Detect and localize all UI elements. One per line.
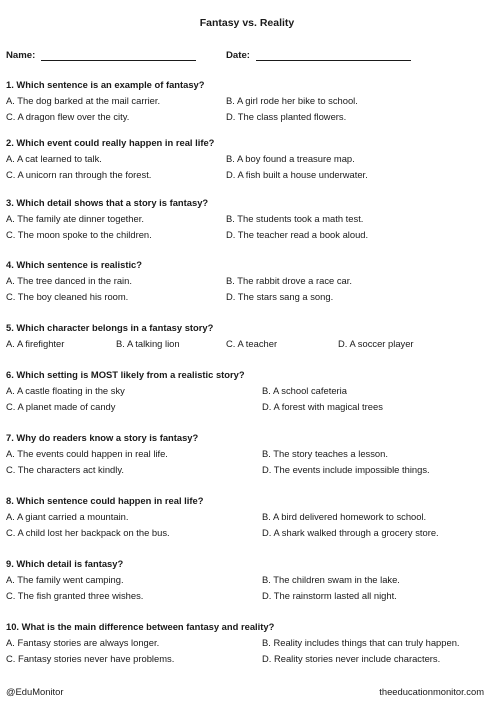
question-2 [6, 135, 488, 183]
question-title: 2. Which event could really happen in real life? [6, 137, 215, 148]
name-label: Name: [6, 50, 36, 61]
question-title: 10. What is the main difference between fantasy and reality? [6, 621, 275, 632]
option-row [6, 446, 488, 462]
question-title: 4. Which sentence is realistic? [6, 259, 142, 270]
option-c[interactable]: C. The characters act kindly. [6, 464, 124, 475]
option-row [6, 635, 488, 651]
option-c[interactable]: C. The fish granted three wishes. [6, 590, 144, 601]
name-field[interactable] [6, 50, 196, 61]
option-b[interactable]: B. A bird delivered homework to school. [262, 511, 427, 522]
option-row [6, 588, 488, 604]
option-row [6, 525, 488, 541]
option-b[interactable]: B. The students took a math test. [226, 213, 364, 224]
footer [6, 686, 484, 697]
footer-website[interactable]: theeducationmonitor.com [379, 686, 484, 697]
option-row [6, 399, 488, 415]
option-c[interactable]: C. A planet made of candy [6, 401, 116, 412]
option-d[interactable]: D. The events include impossible things. [262, 464, 430, 475]
option-b[interactable]: B. The children swam in the lake. [262, 574, 400, 585]
option-d[interactable]: D. The stars sang a song. [226, 291, 334, 302]
name-line[interactable] [41, 50, 196, 61]
option-row [6, 651, 488, 667]
option-b[interactable]: B. A talking lion [116, 338, 180, 349]
option-d[interactable]: D. A soccer player [338, 338, 414, 349]
option-d[interactable]: D. A fish built a house underwater. [226, 169, 368, 180]
question-8 [6, 493, 488, 541]
option-a[interactable]: A. A castle floating in the sky [6, 385, 125, 396]
question-title: 7. Why do readers know a story is fantasy? [6, 432, 199, 443]
option-c[interactable]: C. A dragon flew over the city. [6, 111, 130, 122]
option-row [6, 572, 488, 588]
option-a[interactable]: A. The family ate dinner together. [6, 213, 144, 224]
option-c[interactable]: C. A teacher [226, 338, 278, 349]
option-a[interactable]: A. A firefighter [6, 338, 65, 349]
question-9 [6, 556, 488, 604]
question-5 [6, 320, 488, 352]
worksheet-title: Fantasy vs. Reality [199, 17, 295, 29]
option-row [6, 93, 488, 109]
option-c[interactable]: C. The boy cleaned his room. [6, 291, 129, 302]
option-a[interactable]: A. A giant carried a mountain. [6, 511, 129, 522]
option-d[interactable]: D. The rainstorm lasted all night. [262, 590, 397, 601]
option-b[interactable]: B. A girl rode her bike to school. [226, 95, 358, 106]
question-title: 6. Which setting is MOST likely from a realistic story? [6, 369, 245, 380]
question-1 [6, 77, 488, 125]
option-b[interactable]: B. A boy found a treasure map. [226, 153, 355, 164]
option-a[interactable]: A. The tree danced in the rain. [6, 275, 132, 286]
option-c[interactable]: C. The moon spoke to the children. [6, 229, 152, 240]
question-title: 1. Which sentence is an example of fantasy? [6, 79, 205, 90]
option-b[interactable]: B. The story teaches a lesson. [262, 448, 388, 459]
option-b[interactable]: B. Reality includes things that can truly happen. [262, 637, 460, 648]
option-b[interactable]: B. A school cafeteria [262, 385, 347, 396]
date-label: Date: [226, 50, 250, 61]
question-title: 3. Which detail shows that a story is fantasy? [6, 197, 209, 208]
option-row [6, 289, 488, 305]
question-title: 8. Which sentence could happen in real life? [6, 495, 204, 506]
footer-handle: @EduMonitor [6, 686, 64, 697]
option-c[interactable]: C. A unicorn ran through the forest. [6, 169, 152, 180]
question-title: 9. Which detail is fantasy? [6, 558, 124, 569]
date-field[interactable] [226, 50, 411, 61]
option-a[interactable]: A. Fantasy stories are always longer. [6, 637, 160, 648]
question-title: 5. Which character belongs in a fantasy story? [6, 322, 214, 333]
option-d[interactable]: D. The teacher read a book aloud. [226, 229, 369, 240]
option-row [6, 383, 488, 399]
option-row [6, 227, 488, 243]
option-row [6, 109, 488, 125]
option-a[interactable]: A. The events could happen in real life. [6, 448, 168, 459]
option-d[interactable]: D. A shark walked through a grocery store. [262, 527, 439, 538]
option-row [6, 151, 488, 167]
option-a[interactable]: A. A cat learned to talk. [6, 153, 102, 164]
option-a[interactable]: A. The dog barked at the mail carrier. [6, 95, 161, 106]
question-6 [6, 367, 488, 415]
question-3 [6, 195, 488, 243]
option-d[interactable]: D. Reality stories never include characters. [262, 653, 441, 664]
option-row [6, 211, 488, 227]
option-d[interactable]: D. The class planted flowers. [226, 111, 347, 122]
option-c[interactable]: C. A child lost her backpack on the bus. [6, 527, 170, 538]
option-row [6, 462, 488, 478]
option-c[interactable]: C. Fantasy stories never have problems. [6, 653, 175, 664]
name-date-row [6, 50, 486, 64]
option-b[interactable]: B. The rabbit drove a race car. [226, 275, 352, 286]
question-10 [6, 619, 488, 667]
option-row [6, 167, 488, 183]
question-4 [6, 257, 488, 305]
option-row [6, 509, 488, 525]
option-d[interactable]: D. A forest with magical trees [262, 401, 383, 412]
date-line[interactable] [256, 50, 411, 61]
option-row [6, 273, 488, 289]
option-row [6, 336, 488, 352]
option-a[interactable]: A. The family went camping. [6, 574, 124, 585]
question-7 [6, 430, 488, 478]
